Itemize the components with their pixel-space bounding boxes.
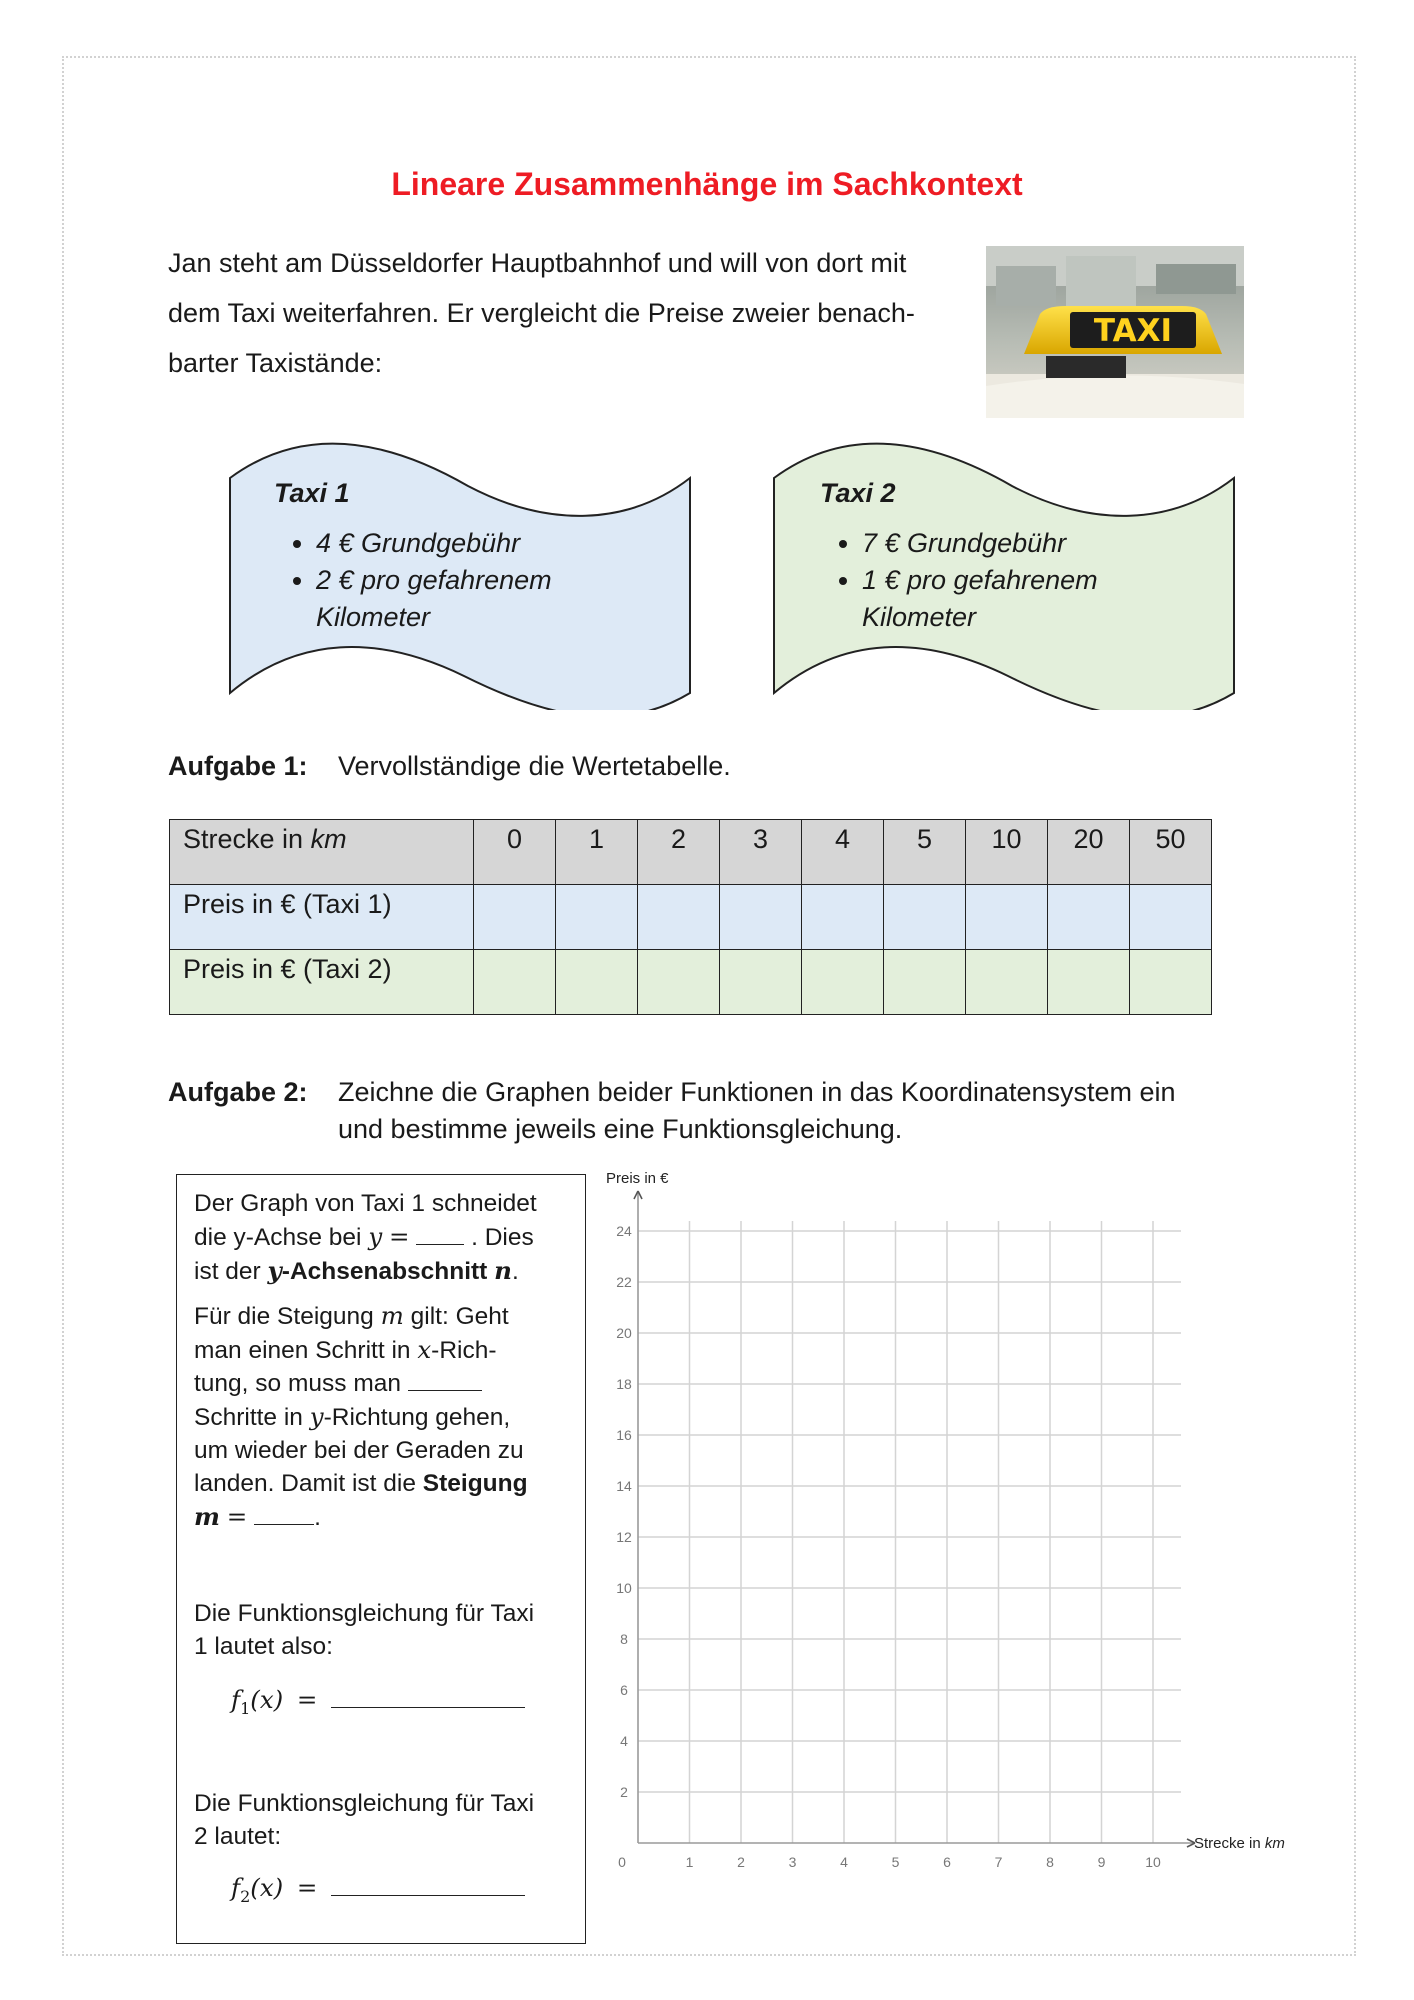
taxi1-item-perkm [316,562,654,636]
hint-text: Schritte in [194,1404,310,1431]
intro-line-2: dem Taxi weiterfahren. Er vergleicht die Preise zweier benach- [168,298,915,328]
hint-equation-1 [194,1597,574,1663]
taxi-sign-photo [986,246,1244,418]
answer-cell[interactable] [802,950,884,1015]
hint-slope: Für die Steigung m gilt: Geht man einen Schritt in x-Rich- tung, so muss man Schritte in y-Richtung gehen, um wieder bei der Geraden zu landen. Damit ist die Steigung m = . [194,1301,528,1531]
hint-text: die y-Achse bei [194,1224,369,1251]
tick-labels [616,1223,1161,1870]
header-label [170,820,474,885]
answer-cell[interactable] [474,885,556,950]
hint-text: um wieder bei der Geraden zu [194,1437,524,1464]
answer-cell[interactable] [884,885,966,950]
x-axis-label: Strecke in km [1194,1835,1285,1852]
taxi1-list [274,525,654,636]
header-cell: 10 [966,820,1048,885]
answer-blank-f1[interactable] [331,1707,525,1708]
hint-bold-text: -Achsenabschnitt [281,1258,495,1285]
taxi2-item-perkm-text: 1 € pro gefahrenem [862,565,1098,595]
y-tick-label: 16 [616,1427,632,1443]
hint-text: 2 lautet: [194,1823,282,1850]
table-row-taxi2 [170,950,1212,1015]
x-tick-label: 10 [1145,1854,1161,1870]
answer-cell[interactable] [1130,885,1212,950]
hint-text: Für die Steigung [194,1303,381,1330]
taxi-sign-text: TAXI [1093,313,1173,349]
x-tick-label: 3 [788,1854,797,1870]
hint-text: Die Funktionsgleichung für Taxi [194,1790,535,1817]
page-title: Lineare Zusammenhänge im Sachkontext [391,166,1023,202]
taxi2-title: Taxi 2 [820,478,896,508]
answer-cell[interactable] [802,885,884,950]
x-tick-label: 1 [685,1854,694,1870]
answer-cell[interactable] [720,885,802,950]
hint-text: . Dies [464,1224,534,1251]
taxi1-item-perkm-text: 2 € pro gefahrenem [316,565,552,595]
math-x: x [417,1335,432,1364]
coordinate-system[interactable] [590,1160,1320,1880]
row-label-taxi1: Preis in € (Taxi 1) [170,885,474,950]
intro-line-3: barter Taxistände: [168,348,383,378]
hint-text: -Rich- [431,1337,497,1364]
taxi2-item-perkm [862,562,1200,636]
header-cell: 2 [638,820,720,885]
answer-cell[interactable] [474,950,556,1015]
hint-text: Der Graph von Taxi 1 schneidet [194,1190,537,1217]
y-tick-label: 24 [616,1223,632,1239]
math-m: m [380,1301,404,1330]
hint-text: man einen Schritt in [194,1337,418,1364]
math-equals: = [296,1873,318,1902]
y-tick-label: 6 [620,1682,628,1698]
equation-f2 [231,1871,611,1913]
hint-text: ist der [194,1258,268,1285]
hint-text: gilt: Geht [403,1303,509,1330]
y-tick-label: 18 [616,1376,632,1392]
x-tick-label: 8 [1046,1854,1054,1870]
answer-cell[interactable] [1048,950,1130,1015]
taxi1-title: Taxi 1 [274,478,350,508]
hint-equation-2 [194,1787,574,1853]
answer-blank-f2[interactable] [331,1895,525,1896]
task1-text: Vervollständige die Wertetabelle. [338,751,731,781]
x-tick-label: 5 [891,1854,900,1870]
hint-text: 1 lautet also: [194,1633,333,1660]
y-tick-label: 22 [616,1274,632,1290]
hint-bold-text: Steigung [422,1470,528,1497]
math-y: y [368,1222,383,1251]
math-equals: = [296,1685,318,1714]
answer-cell[interactable] [1130,950,1212,1015]
task2 [168,1074,1176,1144]
y-tick-label: 10 [616,1580,632,1596]
answer-cell[interactable] [556,950,638,1015]
hint-text: landen. Damit ist die [194,1470,423,1497]
hint-box [176,1174,586,1944]
answer-blank[interactable] [254,1524,314,1525]
row-label-taxi2: Preis in € (Taxi 2) [170,950,474,1015]
taxi1-item-base: • 4 € Grundgebühr [316,525,654,562]
header-cell: 20 [1048,820,1130,885]
task2-line-2: und bestimme jeweils eine Funktionsgleichung. [338,1114,903,1144]
taxi2-item-perkm-unit: Kilometer [862,602,977,632]
taxi2-info [820,478,1200,636]
math-equals: = [226,1502,248,1531]
x-tick-label: 0 [618,1854,626,1870]
y-tick-label: 2 [620,1784,628,1800]
answer-cell[interactable] [966,950,1048,1015]
intro-text [168,238,968,388]
header-cell: 3 [720,820,802,885]
equation-f1 [231,1683,611,1725]
grid-lines [638,1221,1181,1843]
answer-cell[interactable] [556,885,638,950]
header-cell: 4 [802,820,884,885]
x-tick-label: 4 [840,1854,848,1870]
header-cell: 50 [1130,820,1212,885]
math-f2: $f_2(x)$ [231,1873,284,1906]
table-header-row [170,820,1212,885]
x-tick-label: 6 [943,1854,951,1870]
math-m: m [194,1502,220,1531]
taxi1-info [274,478,654,636]
x-tick-label: 7 [994,1854,1003,1870]
y-axis-label: Preis in € [606,1170,669,1187]
hint-intercept: Der Graph von Taxi 1 schneidet die y-Achse bei y = . Dies ist der y-Achsenabschnitt n. [194,1190,537,1285]
taxi2-item-base: • 7 € Grundgebühr [862,525,1200,562]
y-tick-label: 4 [620,1733,628,1749]
table-row-taxi1 [170,885,1212,950]
answer-blank[interactable] [416,1244,464,1245]
intro-line-1: Jan steht am Düsseldorfer Hauptbahnhof und will von dort mit [168,248,907,278]
task2-text [338,1074,1238,1148]
answer-blank[interactable] [408,1390,482,1391]
value-table [169,819,1212,1015]
hint-text: tung, so muss man [194,1370,408,1397]
task2-line-1: Zeichne die Graphen beider Funktionen in das Koordinatensystem ein [338,1077,1176,1107]
header-cell: 5 [884,820,966,885]
y-tick-label: 8 [620,1631,628,1647]
y-tick-label: 14 [616,1478,632,1494]
math-equals: = [388,1222,410,1251]
answer-cell[interactable] [638,885,720,950]
hint-text: Die Funktionsgleichung für Taxi [194,1600,535,1627]
taxi1-item-perkm-unit: Kilometer [316,602,431,632]
answer-cell[interactable] [1048,885,1130,950]
task1-label: Aufgabe 1: [168,751,308,781]
task1 [168,748,731,785]
math-y: y [309,1402,324,1431]
task2-label: Aufgabe 2: [168,1077,308,1107]
y-tick-label: 20 [616,1325,632,1341]
axes [634,1191,1195,1847]
header-cell: 1 [556,820,638,885]
math-y: y [267,1256,282,1285]
y-tick-label: 12 [616,1529,632,1545]
math-n: n [494,1256,512,1285]
math-f1: $f_1(x)$ [231,1685,284,1718]
answer-cell[interactable] [720,950,802,1015]
x-tick-label: 9 [1097,1854,1106,1870]
header-cell: 0 [474,820,556,885]
answer-cell[interactable] [966,885,1048,950]
header-unit: km [310,824,347,854]
taxi2-list [820,525,1200,636]
hint-text: -Richtung gehen, [323,1404,511,1431]
x-tick-label: 2 [737,1854,745,1870]
header-label-text: Strecke in [183,824,311,854]
answer-cell[interactable] [638,950,720,1015]
answer-cell[interactable] [884,950,966,1015]
